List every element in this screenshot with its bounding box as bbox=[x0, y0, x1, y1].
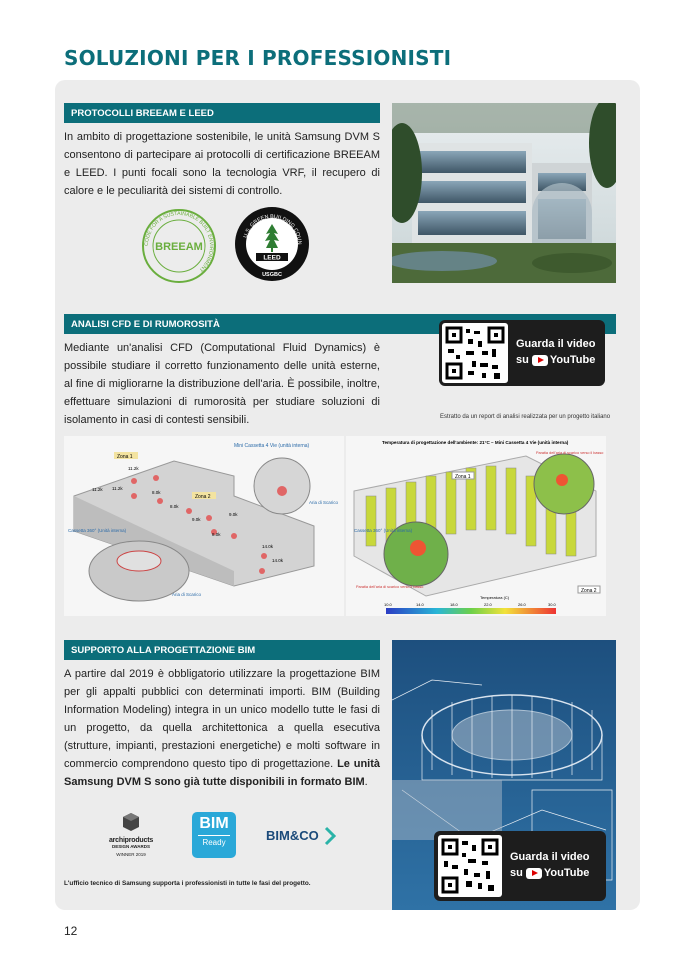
youtube-icon bbox=[532, 355, 548, 366]
left-zona1: Zona 1 bbox=[117, 454, 133, 460]
leed-usgbc: USGBC bbox=[262, 272, 282, 278]
scale-tick-1: 10.0 bbox=[384, 602, 392, 607]
page-title: SOLUZIONI PER I PROFESSIONISTI bbox=[64, 46, 452, 70]
breeam-ring-text: CODE FOR A SUSTAINABLE BUILT ENVIRONMENT bbox=[143, 210, 215, 273]
cfd-noise-diagram bbox=[64, 436, 344, 616]
right-zona1: Zona 1 bbox=[455, 474, 471, 480]
right-title: Temperatura di progettazione dell'ambiente: 21°C – Mini Cassetta 4 Vie (unità interna) bbox=[382, 440, 569, 445]
left-val-8: 9.0k bbox=[229, 512, 238, 517]
scale-tick-6: 30.0 bbox=[548, 602, 556, 607]
right-scale-title: Temperatura (C) bbox=[480, 595, 510, 600]
archiproducts-logo: archiproducts DESIGN AWARDS WINNER 2019 bbox=[102, 812, 160, 862]
video-label[interactable]: Guarda il video su YouTube bbox=[510, 851, 590, 879]
page-number: 12 bbox=[64, 924, 78, 938]
scale-tick-3: 18.0 bbox=[450, 602, 458, 607]
left-val-10: 14.0k bbox=[272, 558, 284, 563]
video-label[interactable]: Guarda il video su YouTube bbox=[516, 338, 596, 366]
left-val-7: 8.0k bbox=[212, 532, 221, 537]
left-val-4: 8.0k bbox=[152, 490, 161, 495]
left-val-1: 11.2k bbox=[128, 466, 139, 471]
section-heading-breeam-leed: PROTOCOLLI BREEAM E LEED bbox=[64, 103, 380, 123]
left-val-5: 8.0k bbox=[170, 504, 179, 509]
left-val-6: 9.0k bbox=[192, 517, 201, 522]
right-cassetta: Cassetta 360° (Unità interna) bbox=[354, 528, 413, 533]
left-zona2: Zona 2 bbox=[195, 494, 211, 500]
bim-ready-logo: BIM Ready bbox=[192, 812, 236, 858]
breeam-logo bbox=[140, 207, 218, 285]
left-val-2: 11.2k bbox=[112, 486, 123, 491]
building-photo bbox=[392, 103, 616, 283]
left-aria-2: Aria di Scarico bbox=[172, 592, 202, 597]
left-val-9: 14.0k bbox=[262, 544, 274, 549]
scale-tick-4: 22.0 bbox=[484, 602, 492, 607]
scale-tick-5: 26.0 bbox=[518, 602, 526, 607]
report-caption: Estratto da un report di analisi realizzata per un progetto italiano bbox=[440, 414, 611, 420]
youtube-icon bbox=[526, 868, 542, 879]
qr-code[interactable] bbox=[442, 323, 508, 383]
scale-tick-2: 14.0 bbox=[416, 602, 424, 607]
section-heading-bim: SUPPORTO ALLA PROGETTAZIONE BIM bbox=[64, 640, 380, 660]
bimco-mark-icon bbox=[323, 826, 337, 846]
right-paratia-1: Paratia dell'aria di scarico verso il basso bbox=[536, 451, 604, 455]
left-cassetta: Cassetta 360° (Unità interna) bbox=[68, 528, 127, 533]
right-paratia-2: Paratia dell'aria di scarico verso il basso bbox=[356, 585, 424, 589]
leed-name: LEED bbox=[263, 254, 281, 262]
section3-footnote: L'ufficio tecnico di Samsung supporta i professionisti in tutte le fasi del progetto. bbox=[64, 880, 311, 887]
breeam-name: BREEAM bbox=[155, 241, 203, 253]
left-mini-label: Mini Cassetta 4 Vie (unità interna) bbox=[234, 443, 310, 449]
video-qr-block-cfd[interactable] bbox=[439, 320, 605, 386]
left-aria-1: Aria di Scarico bbox=[309, 500, 339, 505]
section1-text: In ambito di progettazione sostenibile, le unità Samsung DVM S consentono di partecipare ai protocolli di certificazione BREEAM e LEED. I punti focali sono la tecnologia VRF, il recupero di calore e le peculiarità dei sistemi di controllo. bbox=[64, 131, 380, 197]
leed-ring-text: U.S. GREEN BUILDING COUN bbox=[242, 213, 303, 245]
section3-bold-text: Le unità Samsung DVM S sono già tutte disponibili in formato BIM bbox=[64, 758, 381, 788]
bimco-logo: BIM&CO bbox=[266, 826, 337, 848]
archiproducts-cube-icon bbox=[121, 812, 141, 832]
video-qr-block-bim[interactable] bbox=[434, 831, 606, 901]
section-heading-cfd: ANALISI CFD E DI RUMOROSITÀ bbox=[64, 314, 616, 334]
leed-logo bbox=[234, 206, 310, 282]
left-val-3: 11.2k bbox=[92, 487, 103, 492]
qr-code[interactable] bbox=[438, 835, 502, 897]
cfd-temperature-diagram bbox=[346, 436, 606, 616]
section3-text: A partire dal 2019 è obbligatorio utilizzare la progettazione BIM per gli appalti pubblici con determinati importi. BIM (Building Information Modeling) integra in un unico modello tutte le fasi di un progetto, da quella architettonica a quella esecutiva (strutture, impianti, prestazioni energetiche) e molti software in commercio comprendono questo tipo di progettazione. Le unità Samsung DVM S sono già tutte disponibili in formato BIM. bbox=[64, 668, 381, 788]
right-zona2: Zona 2 bbox=[581, 588, 597, 594]
section2-text: Mediante un'analisi CFD (Computational Fluid Dynamics) è possibile studiare il corretto funzionamento delle unità esterne, al fine di migliorarne la distribuzione dell'aria. È possibile, inoltre, effettuare simulazioni di rumorosità per studiare soluzioni di isolamento in casi di contesti sensibili. bbox=[64, 342, 380, 426]
